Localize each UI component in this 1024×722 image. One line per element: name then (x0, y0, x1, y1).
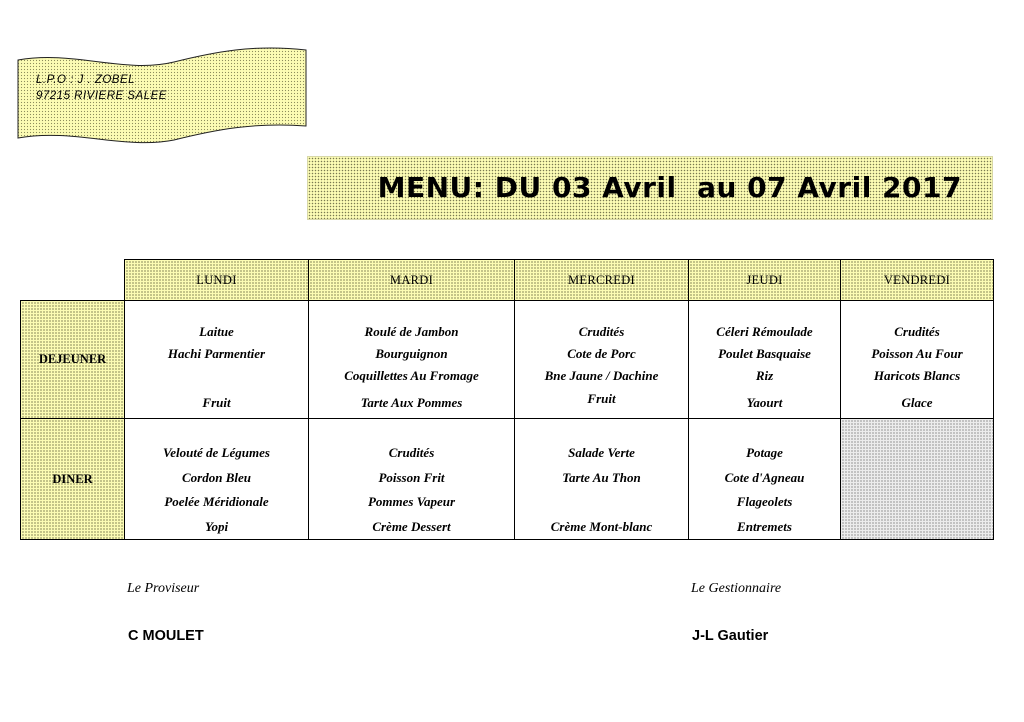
title-box (307, 156, 993, 220)
dejeuner-cell (841, 301, 994, 419)
dessert: Tarte Aux Pommes (360, 395, 463, 410)
dessert: Fruit (202, 395, 231, 410)
dish: Cote d'Agneau (724, 469, 805, 485)
school-banner (14, 44, 314, 144)
dish: Pommes Vapeur (367, 494, 456, 509)
row-label-dejeuner: DEJEUNER (21, 301, 125, 419)
diner-cell (689, 419, 841, 540)
dish: Riz (755, 368, 774, 383)
dessert: Fruit (587, 391, 616, 406)
corner-cell (21, 260, 125, 301)
school-address: 97215 RIVIERE SALEE (36, 90, 167, 102)
dish: Potage (746, 445, 783, 460)
proviseur-name: C MOULET (128, 628, 204, 644)
dejeuner-cell (125, 301, 309, 419)
dish: Entremets (737, 518, 792, 534)
dish: Hachi Parmentier (167, 346, 266, 361)
dish: Bourguignon (375, 346, 448, 361)
dish: Crudités (894, 324, 940, 339)
dish: Cote de Porc (567, 346, 636, 361)
dessert: Yaourt (746, 395, 783, 410)
dish: Haricots Blancs (873, 368, 961, 383)
dessert: Glace (901, 395, 933, 410)
diner-row (21, 419, 994, 540)
gestionnaire-label: Le Gestionnaire (691, 581, 782, 596)
dish: Laitue (199, 324, 234, 339)
dish: Bne Jaune / Dachine (544, 368, 659, 383)
school-name: L.P.O : J . ZOBEL (36, 74, 136, 86)
diner-cell (515, 419, 689, 540)
dish: Roulé de Jambon (364, 324, 459, 339)
dish: Poisson Au Four (871, 346, 963, 361)
gestionnaire-name: J-L Gautier (692, 628, 769, 644)
dish: Crudités (578, 324, 625, 339)
diner-cell-empty (841, 419, 994, 540)
header-row (21, 260, 994, 301)
day-header-mardi: MARDI (309, 260, 515, 301)
dejeuner-cell (515, 301, 689, 419)
dish: Poisson Frit (378, 469, 445, 485)
dish: Crème Dessert (372, 518, 451, 534)
menu-table (20, 259, 994, 540)
dish: Céleri Rémoulade (716, 324, 813, 339)
dish: Velouté de Légumes (163, 445, 270, 460)
dish: Crème Mont-blanc (550, 518, 653, 534)
menu-title: MENU: DU 03 Avril au 07 Avril 2017 (377, 171, 962, 204)
day-header-mercredi: MERCREDI (515, 260, 689, 301)
dish: Crudités (388, 445, 435, 460)
dejeuner-cell (689, 301, 841, 419)
dejeuner-row (21, 301, 994, 419)
dish: Salade Verte (568, 445, 635, 460)
dish: Poelée Méridionale (164, 494, 269, 509)
day-header-jeudi: JEUDI (689, 260, 841, 301)
dish (125, 365, 308, 387)
dish: Tarte Au Thon (562, 469, 641, 485)
diner-cell (125, 419, 309, 540)
dish: Flageolets (736, 494, 793, 509)
dish: Coquillettes Au Fromage (344, 368, 479, 383)
day-header-lundi: LUNDI (125, 260, 309, 301)
row-label-diner: DINER (21, 419, 125, 540)
dish (515, 490, 688, 515)
dish: Poulet Basquaise (718, 346, 811, 361)
proviseur-label: Le Proviseur (127, 581, 200, 596)
dejeuner-cell (309, 301, 515, 419)
diner-cell (309, 419, 515, 540)
dish: Yopi (204, 518, 229, 534)
dish: Cordon Bleu (182, 469, 251, 485)
school-info (36, 72, 167, 104)
day-header-vendredi: VENDREDI (841, 260, 994, 301)
